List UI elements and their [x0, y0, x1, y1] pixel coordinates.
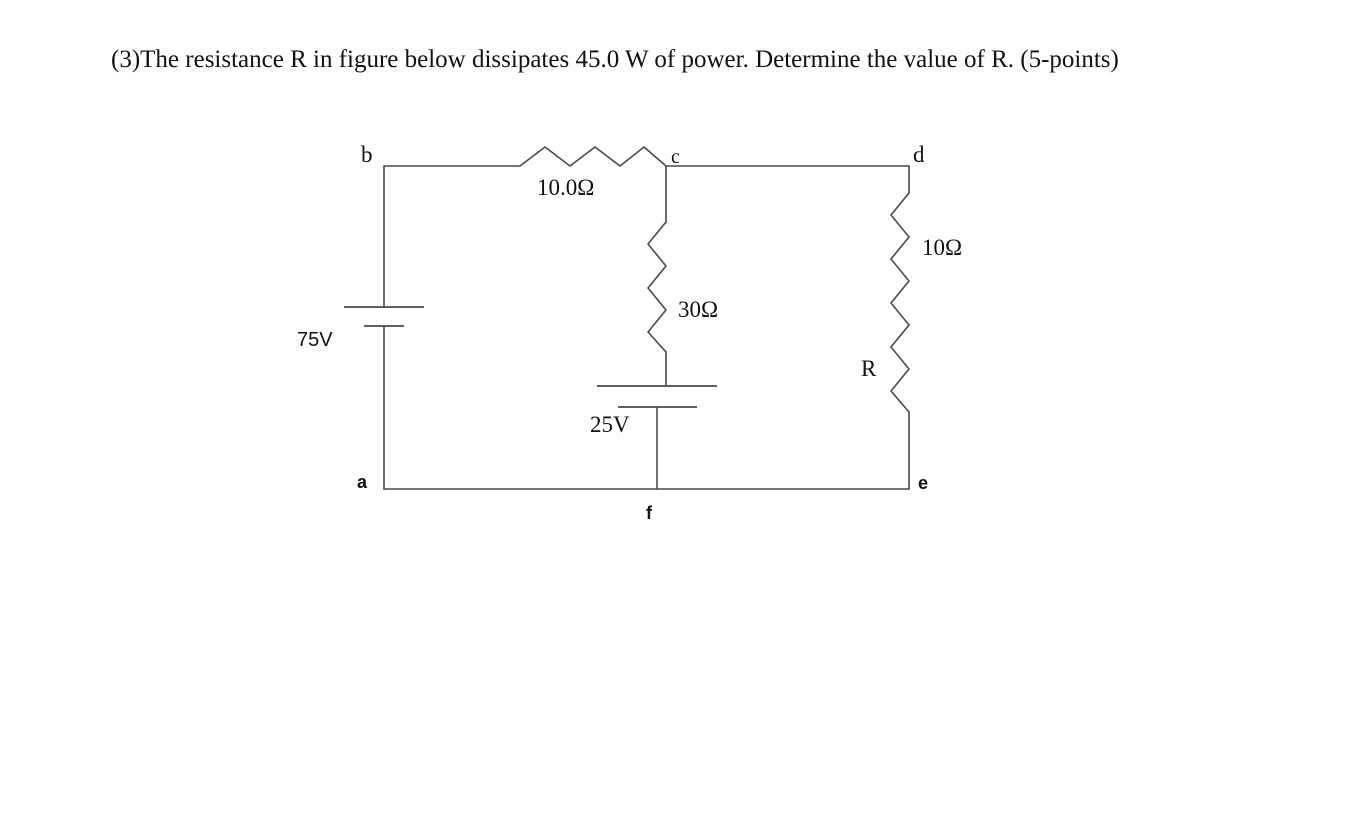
- battery-label-75v: 75V: [297, 329, 333, 351]
- node-label-d: d: [913, 142, 925, 167]
- resistor-label-10-ohm: 10Ω: [922, 235, 963, 260]
- node-label-f: f: [646, 503, 652, 523]
- resistor-30-ohm-middle: [648, 222, 666, 352]
- battery-label-25v: 25V: [590, 412, 630, 437]
- question-text: (3)The resistance R in figure below dissipates 45.0 W of power. Determine the value of R. (5-points): [111, 46, 1119, 73]
- resistor-label-r: R: [861, 356, 877, 381]
- resistor-r-right: [891, 325, 909, 412]
- node-label-c: c: [671, 146, 680, 168]
- node-label-a: a: [357, 472, 368, 492]
- node-label-e: e: [918, 473, 929, 493]
- resistor-label-30-ohm: 30Ω: [678, 297, 719, 322]
- resistor-label-10-0-ohm: 10.0Ω: [537, 175, 595, 200]
- resistor-10-ohm-right: [891, 193, 909, 325]
- resistor-10-ohm-top: [520, 147, 666, 166]
- node-label-b: b: [361, 142, 373, 167]
